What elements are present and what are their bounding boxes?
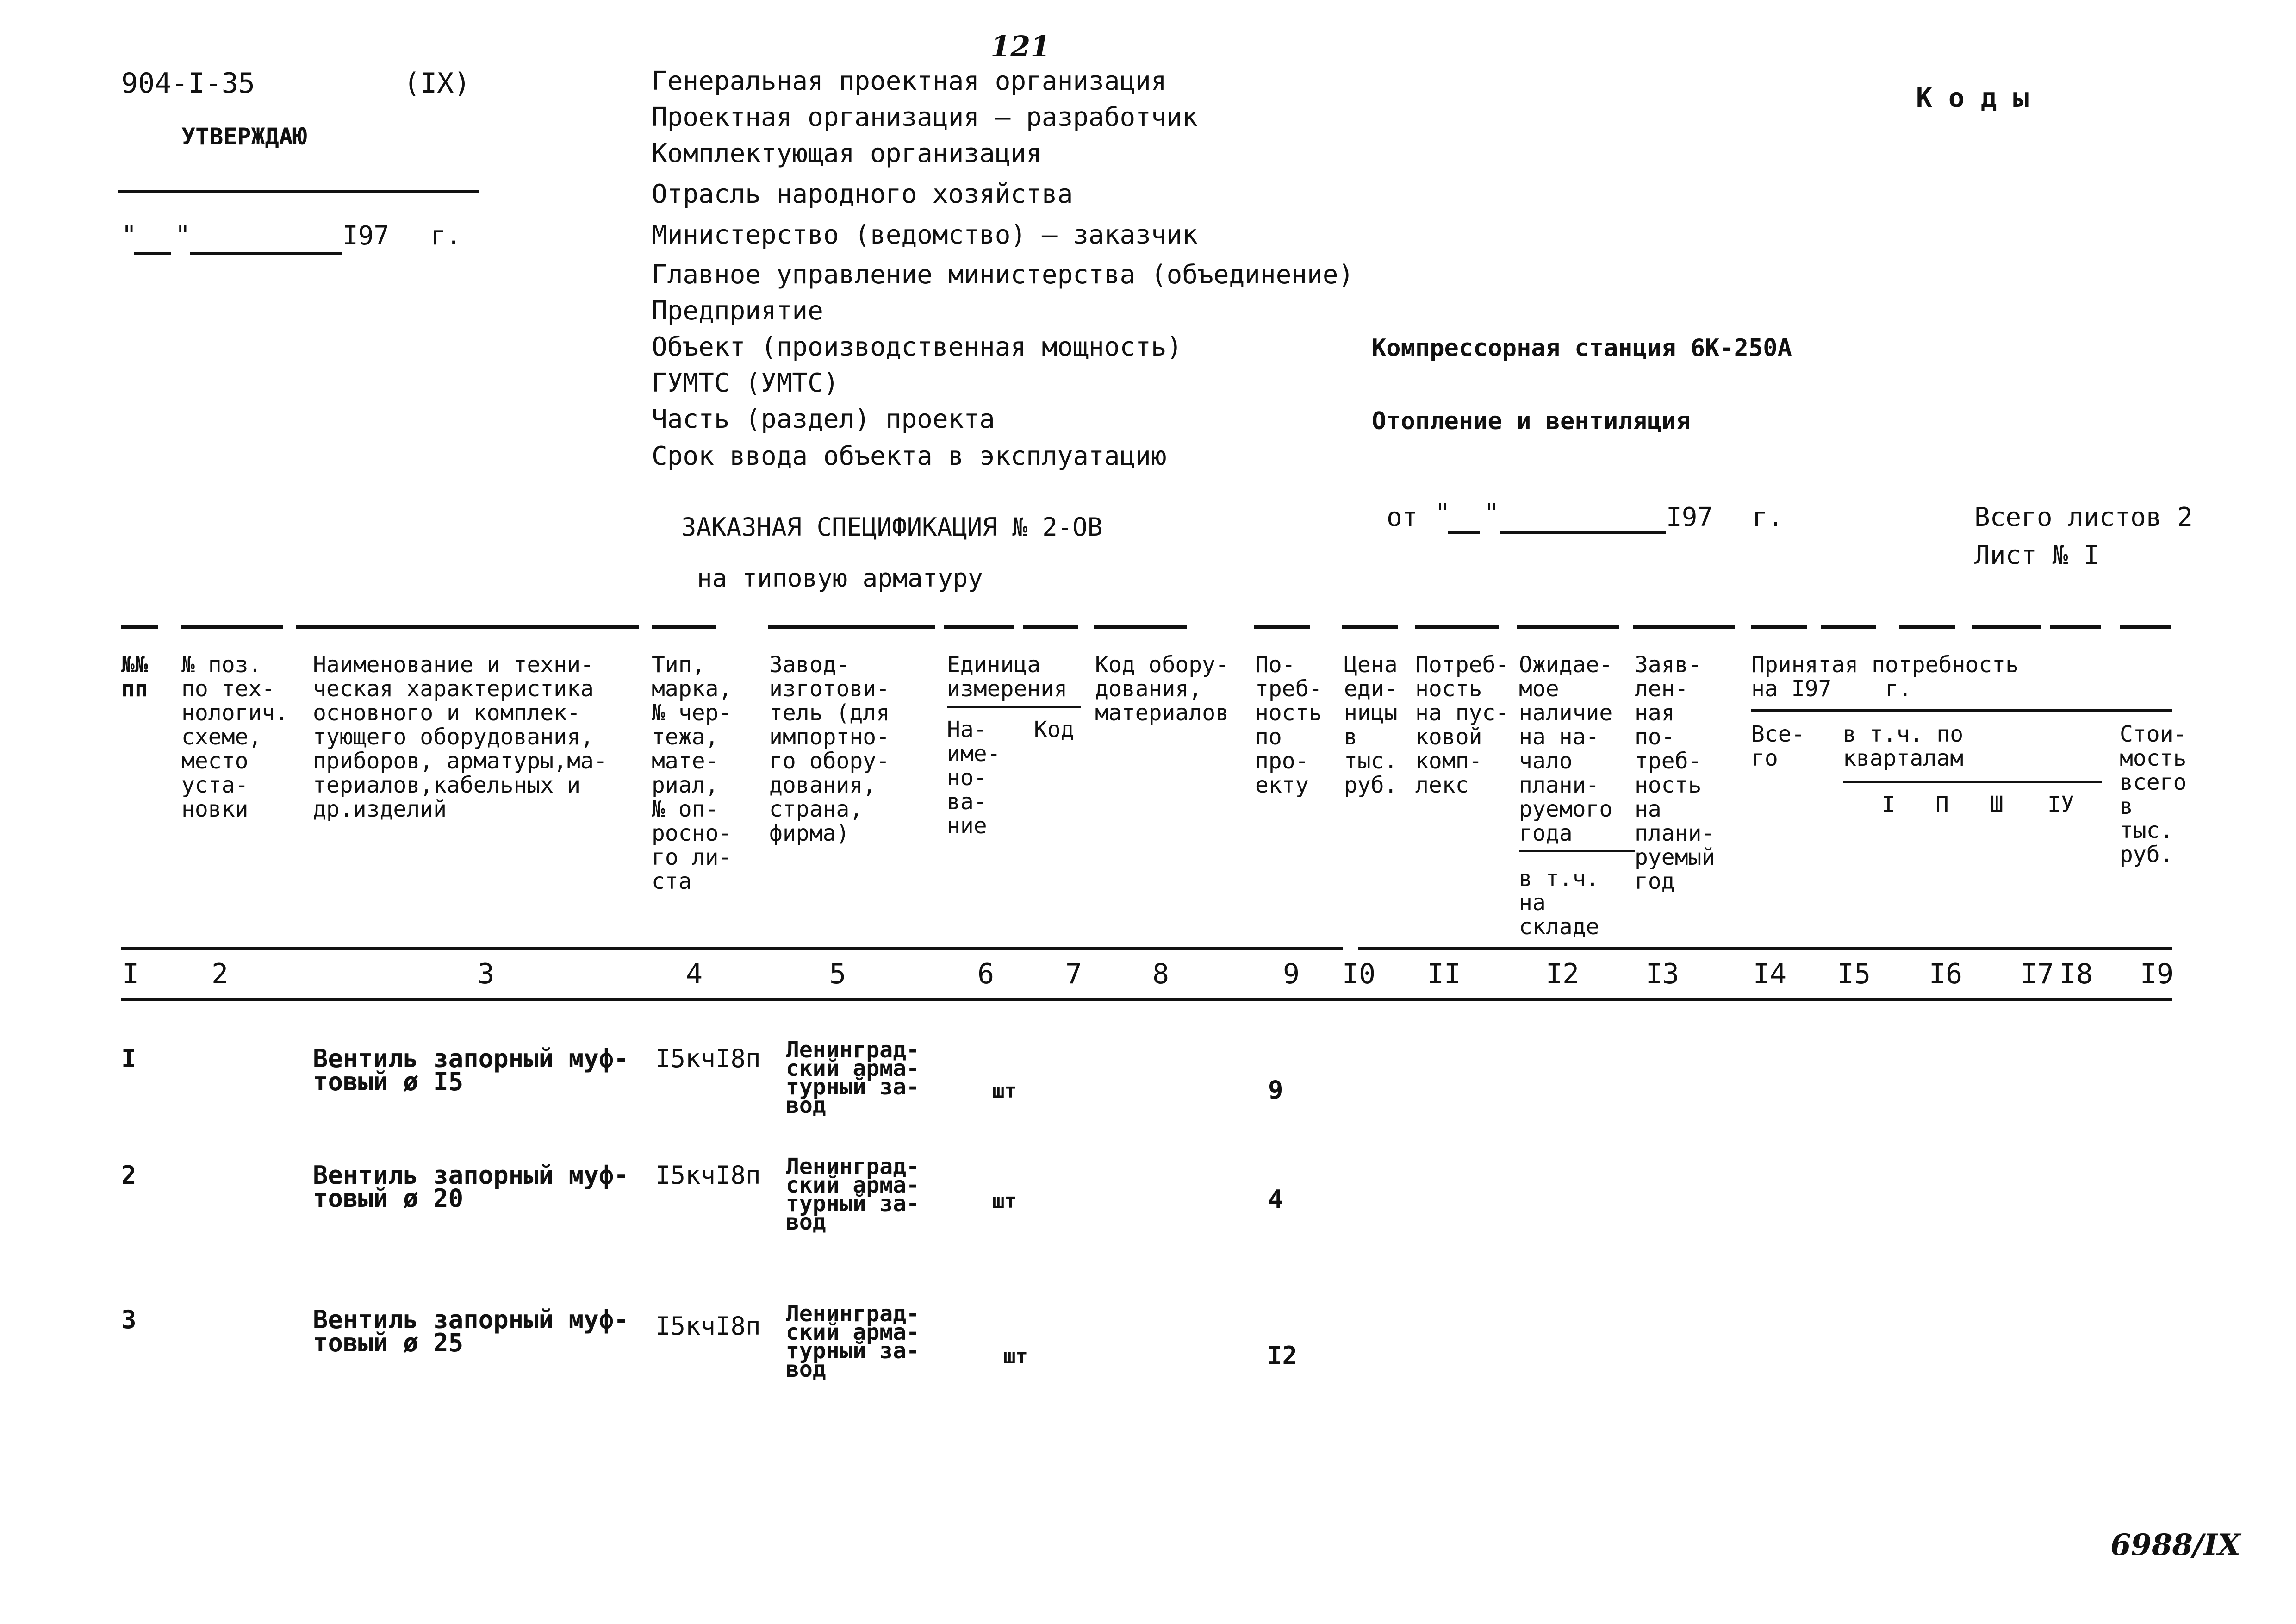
spec-title: ЗАКАЗНАЯ СПЕЦИФИКАЦИЯ № 2-ОВ <box>681 512 1103 542</box>
codes-label: К о д ы <box>1916 82 2029 113</box>
table-top-rule <box>1023 625 1078 629</box>
table-row-name: Вентиль запорный муф- товый ø 25 <box>313 1305 629 1357</box>
org-field: Главное управление министерства (объединение) <box>652 260 1354 290</box>
table-top-rule <box>1415 625 1499 629</box>
header-c4: Тип, марка, № чер- тежа, мате- риал, № оп- росно- го ли- ста <box>652 652 732 894</box>
column-number: I2 <box>1545 958 1580 990</box>
table-row-type: I5кчI8п <box>655 1312 761 1341</box>
spec-subtitle: на типовую арматуру <box>697 563 983 593</box>
table-top-rule <box>181 625 283 629</box>
org-field: Комплектующая организация <box>652 138 1042 169</box>
quarters-divider <box>1843 781 2102 783</box>
accepted-divider <box>1751 709 2172 712</box>
table-top-rule <box>652 625 716 629</box>
table-top-rule <box>2120 625 2171 629</box>
column-number: I8 <box>2059 958 2093 990</box>
header-c3: Наименование и техни- ческая характеристика основного и комплек- тующего оборудования, приборов, арматуры,ма- териалов,кабельных и др.изделий <box>313 652 607 822</box>
column-number: I4 <box>1753 958 1787 990</box>
spec-date-quote-open: " <box>1435 499 1450 529</box>
column-number: 7 <box>1065 958 1083 990</box>
column-number: 5 <box>829 958 846 990</box>
table-row-unit: шт <box>992 1189 1017 1213</box>
table-row-name: Вентиль запорный муф- товый ø I5 <box>313 1044 629 1096</box>
column-numbers-rule <box>121 998 2172 1001</box>
header-c6: На- име- но- ва- ние <box>947 717 1001 839</box>
column-number: I <box>122 958 139 990</box>
spec-date-quote-close: " <box>1484 499 1500 529</box>
date-month-line <box>190 252 342 255</box>
unit-divider <box>947 706 1081 708</box>
stock-divider <box>1519 850 1635 852</box>
column-number: I6 <box>1929 958 1963 990</box>
header-c6-7: Единица измерения <box>947 652 1068 702</box>
header-c7: Код <box>1034 717 1074 743</box>
date-quote-close: " <box>175 221 191 251</box>
date-suffix: г. <box>430 221 462 251</box>
spec-date-day-line <box>1448 531 1480 534</box>
header-q4: IУ <box>2047 792 2074 818</box>
column-number: I3 <box>1645 958 1680 990</box>
header-bottom-rule <box>121 947 1343 950</box>
header-c9: По- треб- ность по про- екту <box>1255 652 1322 798</box>
page-number: 121 <box>990 30 1051 63</box>
table-row-number: 3 <box>121 1305 137 1334</box>
table-top-rule <box>2050 625 2101 629</box>
column-number: 9 <box>1282 958 1300 990</box>
header-c1: №№ пп <box>121 652 148 702</box>
header-q2: П <box>1935 792 1949 818</box>
header-c12: Ожидае- мое наличие на на- чало плани- руемого года <box>1519 652 1613 846</box>
org-field: Предприятие <box>652 296 823 326</box>
table-top-rule <box>1517 625 1619 629</box>
spec-date-month-line <box>1500 531 1666 534</box>
column-number: I5 <box>1837 958 1871 990</box>
table-row-qty: I2 <box>1267 1341 1298 1370</box>
column-number: I7 <box>2020 958 2054 990</box>
table-row-unit: шт <box>992 1079 1017 1103</box>
spec-date-suffix: г. <box>1752 502 1784 532</box>
doc-code: 904-I-35 <box>121 67 255 100</box>
date-day-line <box>134 252 171 255</box>
header-c15-18: в т.ч. по кварталам <box>1843 721 1964 771</box>
table-row-maker: Ленинград- ский арма- турный за- вод <box>786 1154 920 1235</box>
table-top-rule <box>1751 625 1807 629</box>
column-number: II <box>1427 958 1461 990</box>
org-field: Объект (производственная мощность) <box>652 332 1182 362</box>
table-row-unit: шт <box>1003 1345 1028 1368</box>
date-year: I97 <box>342 221 390 251</box>
date-quote-open: " <box>121 221 137 251</box>
column-number: I9 <box>2140 958 2174 990</box>
table-row-number: 2 <box>121 1161 137 1190</box>
table-row-type: I5кчI8п <box>655 1161 761 1190</box>
column-number: 8 <box>1152 958 1170 990</box>
header-c11: Потреб- ность на пус- ковой комп- лекс <box>1415 652 1509 798</box>
section-value: Отопление и вентиляция <box>1372 407 1691 435</box>
spec-date-year: I97 <box>1666 502 1713 532</box>
total-sheets: Всего листов 2 <box>1974 502 2193 532</box>
header-c2: № поз. по тех- нологич. схеме, место уста- новки <box>181 652 289 822</box>
sheet-number: Лист № I <box>1974 540 2099 570</box>
header-c14-19: Принятая потребность на I97 г. <box>1751 652 2019 702</box>
table-row-number: I <box>121 1044 137 1073</box>
column-number: 4 <box>685 958 703 990</box>
table-top-rule <box>1972 625 2041 629</box>
header-c12b: в т.ч. на складе <box>1519 866 1599 940</box>
org-field: Отрасль народного хозяйства <box>652 179 1073 209</box>
header-c14: Все- го <box>1751 721 1805 771</box>
header-c5: Завод- изготови- тель (для импортно- го обору- дования, страна, фирма) <box>769 652 890 846</box>
footer-mark: 6988/IX <box>2110 1528 2241 1562</box>
column-number: 6 <box>977 958 995 990</box>
spec-date-prefix: от <box>1387 502 1418 532</box>
header-c19: Стои- мость всего в тыс. руб. <box>2120 721 2187 868</box>
approve-label: УТВЕРЖДАЮ <box>181 123 307 150</box>
table-row-qty: 9 <box>1268 1075 1283 1105</box>
table-row-maker: Ленинград- ский арма- турный за- вод <box>786 1301 920 1382</box>
org-field: Министерство (ведомство) – заказчик <box>652 220 1198 250</box>
table-top-rule <box>1633 625 1735 629</box>
header-bottom-rule <box>1358 947 2172 950</box>
header-q1: I <box>1882 792 1895 818</box>
table-top-rule <box>1821 625 1876 629</box>
table-top-rule <box>768 625 935 629</box>
part-code: (IX) <box>404 67 471 100</box>
table-row-qty: 4 <box>1268 1185 1283 1214</box>
object-value: Компрессорная станция 6К-250А <box>1372 334 1792 362</box>
column-number: 3 <box>477 958 495 990</box>
org-field: Проектная организация – разработчик <box>652 102 1198 132</box>
table-top-rule <box>1094 625 1187 629</box>
header-c10: Цена еди- ницы в тыс. руб. <box>1344 652 1398 798</box>
table-top-rule <box>121 625 158 629</box>
column-number: I0 <box>1342 958 1376 990</box>
table-top-rule <box>1254 625 1310 629</box>
header-c8: Код обору- дования, материалов <box>1095 652 1229 726</box>
table-top-rule <box>1899 625 1955 629</box>
table-top-rule <box>1342 625 1398 629</box>
approve-signature-line <box>118 190 479 193</box>
org-field: ГУМТС (УМТС) <box>652 368 839 398</box>
table-top-rule <box>944 625 1014 629</box>
header-q3: Ш <box>1990 792 2004 818</box>
table-row-name: Вентиль запорный муф- товый ø 20 <box>313 1161 629 1213</box>
org-field: Генеральная проектная организация <box>652 66 1167 96</box>
table-row-maker: Ленинград- ский арма- турный за- вод <box>786 1037 920 1118</box>
column-number: 2 <box>211 958 229 990</box>
header-c13: Заяв- лен- ная по- треб- ность на плани- руемый год <box>1635 652 1715 894</box>
table-row-type: I5кчI8п <box>655 1044 761 1073</box>
org-field: Часть (раздел) проекта <box>652 404 995 434</box>
org-field: Срок ввода объекта в эксплуатацию <box>652 441 1167 471</box>
table-top-rule <box>296 625 639 629</box>
